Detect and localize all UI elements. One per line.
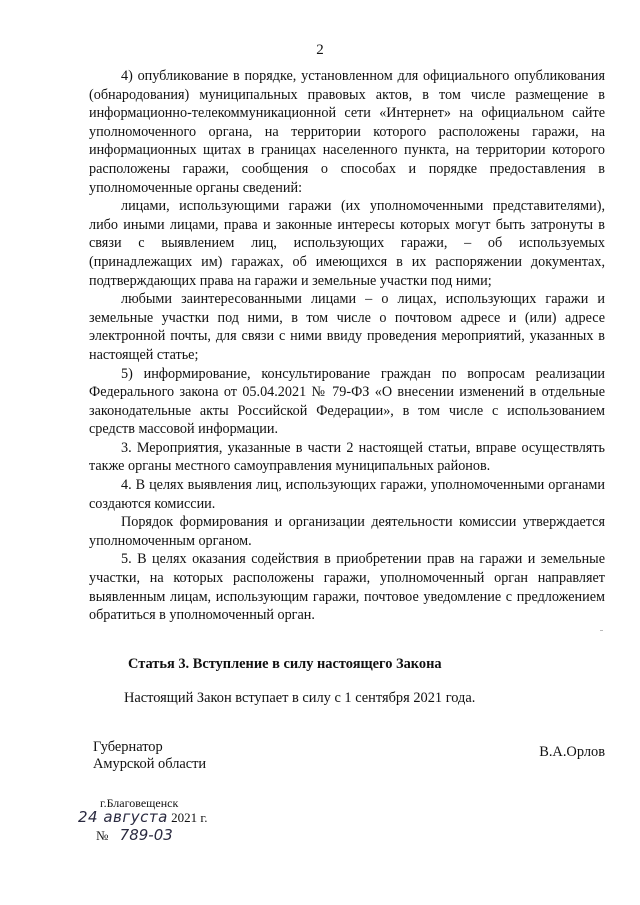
- signing-date: [78, 808, 207, 826]
- governor-title: [93, 739, 206, 773]
- paragraph-item-4: 4) опубликование в порядке, установленном для официального опубликования (обнародования) муниципальных правовых актов, в том числе размещение в информационно-телекоммуникационной сети «Интернет» на официальном сайте уполномоченного органа, на территории которого расположены гаражи, на информационных щитах в границах населенного пункта, на территории которого расположены гаражи, сообщения о способах и порядке предоставления в уполномоченные органы сведений:: [89, 68, 605, 196]
- handwritten-date: 24 августа: [78, 808, 168, 826]
- governor-title-line-1: Губернатор: [93, 739, 163, 755]
- paragraph-garage-users: лицами, использующими гаражи (их уполномоченными представителями), либо иными лицами, права и законные интересы которых могут быть затронуты в связи с выявлением лиц, использующих гаражи, – об используемых (принадлежащих им) гаражах, об имеющихся в их распоряжении документах, подтверждающих права на гаражи и земельные участки под ними;: [89, 198, 605, 289]
- enactment-text: Настоящий Закон вступает в силу с 1 сентября 2021 года.: [124, 690, 476, 706]
- law-number: [96, 826, 173, 844]
- scan-mark: [600, 630, 603, 631]
- paragraph-interested-persons: любыми заинтересованными лицами – о лицах, использующих гаражи и земельные участки под ними, в том числе о почтовом адресе и (или) адресе электронной почты, для связи с ними ввиду проведения мероприятий, указанных в настоящей статье;: [89, 291, 605, 363]
- number-label: №: [96, 828, 109, 843]
- paragraph-part-5: 5. В целях оказания содействия в приобретении прав на гаражи и земельные участки, на которых расположены гаражи, уполномоченный орган направляет выявленным лицам, использующим гаражи, почтовое уведомление с предложением обратиться в уполномоченный орган.: [89, 551, 605, 624]
- governor-name: В.А.Орлов: [539, 744, 605, 760]
- law-body-text: [89, 67, 605, 625]
- handwritten-number: 789-03: [119, 826, 173, 844]
- paragraph-commission-order: Порядок формирования и организации деятельности комиссии утверждается уполномоченным органом.: [89, 514, 605, 549]
- place-of-signing: г.Благовещенск: [100, 796, 179, 810]
- paragraph-part-3: 3. Мероприятия, указанные в части 2 настоящей статьи, вправе осуществлять также органы местного самоуправления муниципальных районов.: [89, 439, 605, 475]
- printed-year: 2021 г.: [171, 810, 208, 825]
- governor-title-line-2: Амурской области: [93, 756, 207, 772]
- page-number: 2: [316, 42, 324, 58]
- paragraph-part-4: 4. В целях выявления лиц, использующих гаражи, уполномоченными органами создаются комиссии.: [89, 477, 605, 512]
- article-heading: Статья 3. Вступление в силу настоящего Закона: [128, 656, 442, 672]
- paragraph-item-5: 5) информирование, консультирование граждан по вопросам реализации Федерального закона от 05.04.2021 № 79-ФЗ «О внесении изменений в отдельные законодательные акты Российской Федерации», в том числе с использованием средств массовой информации.: [89, 365, 605, 438]
